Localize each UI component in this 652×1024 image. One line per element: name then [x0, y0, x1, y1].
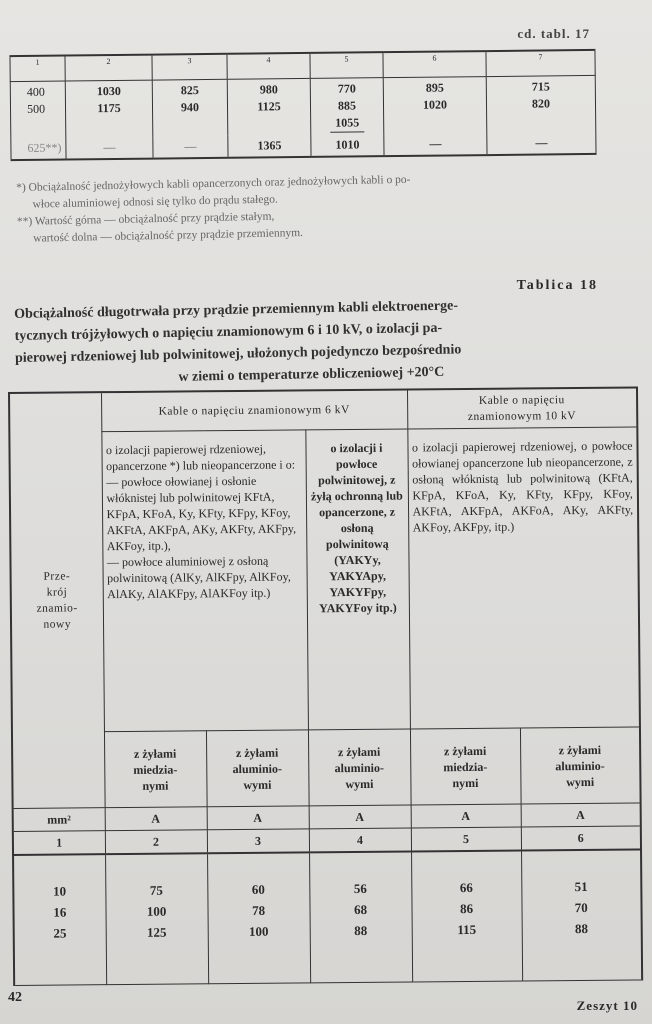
table-header-row — [12, 727, 641, 808]
column-number: 5 — [310, 52, 383, 78]
table-cell: 60 — [251, 881, 265, 897]
column-number: 3 — [207, 829, 309, 853]
table-cell: 980 1125 — [227, 78, 311, 135]
group-header-6kv: Kable o napięciu znamionowym 6 kV — [101, 390, 407, 432]
table-cell: 68 — [353, 901, 368, 917]
cell-value: 770 885 — [337, 81, 357, 113]
column-number: 5 — [411, 827, 521, 851]
table-cell: 115 — [457, 921, 477, 938]
table-cell: 75 — [149, 882, 163, 898]
unit-cell: A — [411, 804, 521, 828]
table-cell: 100 — [146, 903, 167, 919]
table-cell: 400 500 — [10, 81, 66, 138]
table-17-continuation — [9, 49, 596, 161]
footnote-line: włoce aluminiowej odnosi się tylko do prądu stałego. — [32, 193, 278, 211]
table-18-wrapper — [8, 387, 643, 972]
data-column-cross-section — [13, 854, 106, 985]
table-header-row — [9, 427, 640, 732]
page-number: 42 — [8, 990, 22, 1005]
subheader-copper: z żyłami miedzia- nymi — [410, 728, 521, 805]
table-cell: 70 — [574, 899, 588, 916]
stub-header: Prze- krój znamio- nowy — [9, 392, 105, 808]
description-paper-6kv: o izolacji papierowej rdzeniowej, opancerzone *) lub nieopancerzone i o: — powłoce ołowianej i osłonie włóknistej lub polwinitowej KFtA, KFpA, KFoA, Ky, KFty, KFpy, KFoy, AKFtA, AKFpA, AKy, AKFty, AKFpy, AKFoy, itp.), — powłoce aluminiowej z osłoną polwinitową (AlKy, AlKFpy, AlKFoy, AlAKy, AlAKFpy, AlAKFoy itp.) — [101, 430, 308, 732]
column-number: 1 — [13, 831, 105, 855]
table-cell: 1365 — [228, 135, 311, 158]
table-caption — [14, 293, 608, 392]
table-cell: 88 — [574, 920, 589, 937]
cell-value: 1055 — [330, 114, 364, 132]
table-row — [10, 75, 596, 138]
table-cell: 1010 — [311, 134, 384, 157]
table-cell: — — [153, 136, 228, 159]
table-cell: 86 — [459, 900, 474, 917]
data-column-4 — [309, 852, 412, 983]
column-number: 3 — [152, 54, 227, 80]
table-cell: 51 — [574, 878, 588, 895]
table-cell: — — [384, 133, 487, 156]
issue-label: Zeszyt 10 — [576, 998, 638, 1013]
table-cell: 88 — [354, 922, 368, 938]
data-column-6 — [521, 849, 642, 980]
column-number: 7 — [486, 50, 595, 77]
unit-cell: A — [105, 807, 207, 831]
table-cell: 66 — [459, 879, 473, 896]
data-column-5 — [411, 851, 522, 982]
footnote-line: *) Obciążalność jednożyłowych kabli opancerzonych oraz jednożyłowych kabli o po- — [16, 173, 411, 194]
group-header-10kv: Kable o napięciu znamionowym 10 kV — [407, 388, 637, 430]
table-cell: 1030 1175 — [65, 80, 153, 137]
table-cell — [310, 78, 384, 135]
footnotes — [16, 168, 607, 248]
table-cell: 715 820 — [486, 75, 596, 133]
continuation-label: cd. tabl. 17 — [517, 26, 590, 41]
table-cell: — — [487, 132, 596, 155]
subheader-aluminium: z żyłami aluminio- wymi — [206, 730, 309, 807]
column-number: 6 — [521, 826, 641, 851]
table-cell: — — [66, 137, 153, 160]
caption-line: Obciążalność długotrwała przy prądzie przemiennym kabli elektroenerge- — [14, 298, 459, 322]
column-number: 1 — [10, 55, 65, 81]
subheader-aluminium: z żyłami aluminio- wymi — [308, 729, 411, 806]
table-18 — [8, 387, 643, 986]
caption-line: w ziemi o temperaturze obliczeniowej +20°C — [178, 364, 445, 385]
subheader-aluminium: z żyłami aluminio- wymi — [520, 727, 641, 804]
description-10kv: o izolacji papierowej rdzeniowej, o powłoce ołowianej opancerzone lub nieopancerzone, z osłoną włóknistą lub polwinitową (KFtA, KFpA, KFoA, Ky, KFty, KFpy, KFoy, AKFtA, AKFpA, AKFoA, AKy, AKFty, AKFoy, AKFpy, itp.) — [407, 427, 640, 729]
description-pvc-6kv: o izolacji i powłoce polwinitowej, z żyłą ochronną lub opancerzone, z osłoną polwinitową (YAKYy, YAKYApy, YAKYFpy, YAKYFoy itp.) — [305, 429, 410, 730]
caption-line: pierowej rdzeniowej lub polwinitowej, ułożonych pojedynczo bezpośrednio — [14, 342, 462, 366]
table-cell: 25 — [53, 925, 67, 941]
table-cell: 10 — [53, 883, 67, 899]
subheader-copper: z żyłami miedzia- nymi — [104, 731, 207, 808]
table-cell: 16 — [53, 904, 67, 920]
table-cell: 895 1020 — [383, 77, 487, 135]
table-title: Tablica 18 — [516, 278, 598, 293]
table-cell: 825 940 — [152, 79, 228, 136]
table-cell: 100 — [248, 923, 269, 939]
column-number: 2 — [65, 55, 152, 81]
table-cell: 625**) — [11, 137, 66, 160]
table-cell: 125 — [146, 924, 167, 940]
column-number: 6 — [383, 51, 486, 78]
footnote-line: wartość dolna — obciążalność przy prądzie przemiennym. — [33, 227, 304, 245]
footnote-line: **) Wartość górna — obciążalność przy prądzie stałym, — [16, 210, 275, 228]
column-number: 4 — [227, 53, 310, 79]
unit-cell: A — [309, 805, 411, 829]
caption-line: tycznych trójżyłowych o napięciu znamionowym 6 i 10 kV, o izolacji pa- — [14, 320, 443, 344]
data-column-3 — [207, 852, 310, 983]
table-header-row — [9, 388, 637, 433]
unit-cell: A — [521, 803, 641, 827]
table-cell: 56 — [353, 880, 367, 897]
column-number: 4 — [309, 828, 411, 852]
column-number: 2 — [105, 830, 207, 854]
table-cell: 78 — [251, 902, 266, 918]
data-column-2 — [105, 853, 208, 984]
unit-cell: mm² — [13, 808, 105, 832]
data-rows — [13, 849, 642, 984]
table-row — [11, 132, 596, 160]
unit-cell: A — [207, 806, 309, 830]
